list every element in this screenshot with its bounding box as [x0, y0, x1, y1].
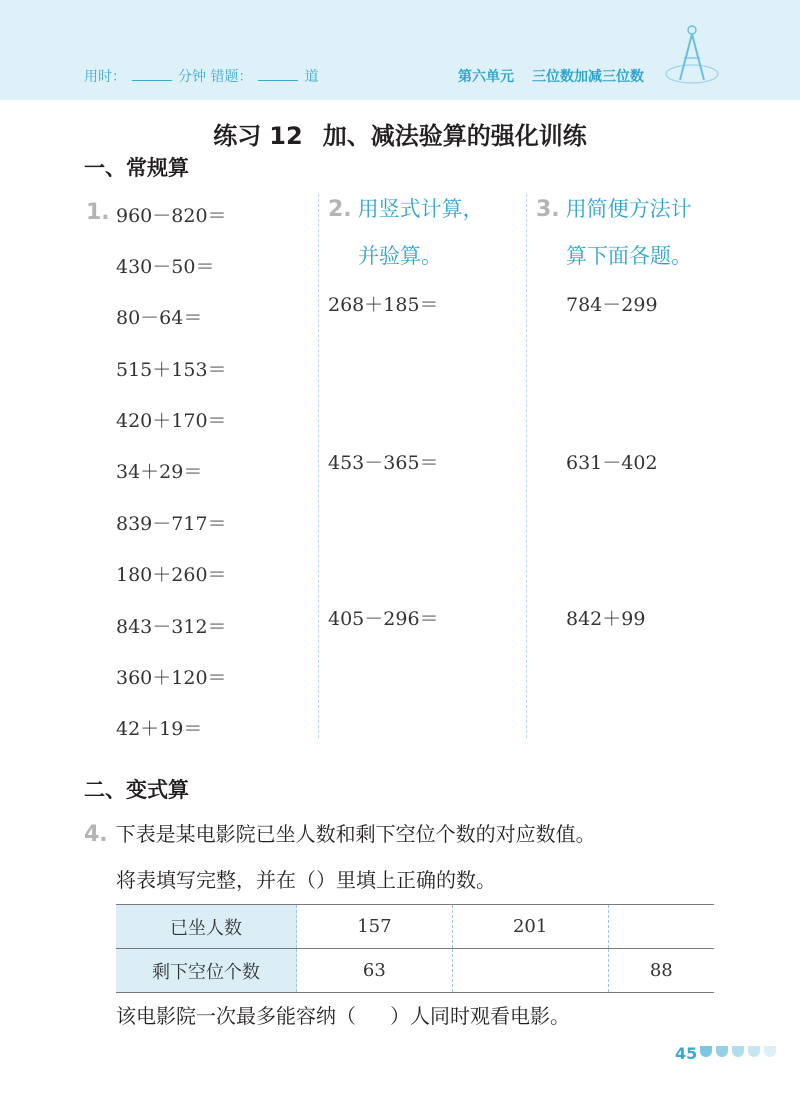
- calc-item: 42＋19＝: [116, 718, 203, 740]
- calc-item: 34＋29＝: [116, 461, 203, 483]
- question-2-instruction: [328, 186, 484, 279]
- calc-item: 180＋260＝: [116, 564, 227, 586]
- q4-line-2: [116, 864, 496, 893]
- unit-label: 第六单元: [458, 69, 514, 85]
- question-number-1: 1.: [86, 200, 110, 225]
- table-row-header: 剩下空位个数: [116, 949, 297, 993]
- calc-item: 80－64＝: [116, 307, 203, 329]
- items-label: 道: [304, 69, 319, 85]
- calc-item: 430－50＝: [116, 256, 215, 278]
- q4-text-2a: 将表填写完整，并在（: [116, 868, 316, 892]
- drop-icon: [764, 1046, 776, 1057]
- calc-item: 453－365＝: [328, 452, 439, 474]
- unit-topic: 三位数加减三位数: [532, 69, 644, 85]
- table-cell: 201: [452, 905, 608, 949]
- table-cell-blank[interactable]: [452, 949, 608, 993]
- title-text: 加、减法验算的强化训练: [322, 122, 587, 150]
- errors-blank[interactable]: [258, 68, 298, 81]
- calc-item: 268＋185＝: [328, 294, 439, 316]
- q4-text-1: 下表是某电影院已坐人数和剩下空位个数的对应数值。: [115, 822, 596, 846]
- drop-icon: [716, 1046, 728, 1057]
- calc-item: 960－820＝: [116, 205, 227, 227]
- section-heading-1: 一、常规算: [84, 156, 189, 180]
- q4-text-2b: ）里填上正确的数。: [316, 868, 496, 892]
- drop-icon: [748, 1046, 760, 1057]
- drop-icon: [700, 1046, 712, 1057]
- calc-item: 515＋153＝: [116, 359, 227, 381]
- q4-line-3: [116, 1000, 570, 1029]
- minutes-label: 分钟: [178, 69, 206, 85]
- question-number-2: 2.: [328, 197, 352, 222]
- unit-heading: [458, 66, 644, 86]
- calc-item: 842＋99: [566, 608, 646, 630]
- time-errors-record: [84, 66, 318, 86]
- compass-icon: [662, 22, 722, 88]
- q3-line1: 用简便方法计: [565, 197, 692, 221]
- table-row: [116, 949, 714, 993]
- table-cell: 88: [608, 949, 714, 993]
- time-label: 用时：: [84, 69, 126, 85]
- time-blank[interactable]: [132, 68, 172, 81]
- q2-line1: 用竖式计算，: [357, 197, 484, 221]
- column-divider-1: [318, 194, 319, 738]
- column-divider-2: [526, 194, 527, 738]
- q4-text-3a: 该电影院一次最多能容纳（: [116, 1004, 356, 1028]
- section-heading-2: 二、变式算: [84, 778, 189, 802]
- title-prefix: 练习: [213, 122, 262, 150]
- table-cell-blank[interactable]: [608, 905, 714, 949]
- calc-item: 420＋170＝: [116, 410, 227, 432]
- calc-item: 631－402: [566, 452, 658, 474]
- header-wave-divider: [0, 88, 800, 106]
- q4-text-3b: ）人同时观看电影。: [390, 1004, 570, 1028]
- calc-item: 839－717＝: [116, 513, 227, 535]
- q2-line2: 并验算。: [358, 244, 442, 268]
- q3-line2: 算下面各题。: [566, 244, 692, 268]
- title-number: 12: [269, 122, 303, 150]
- question-number-3: 3.: [536, 197, 560, 222]
- calc-item: 784－299: [566, 294, 658, 316]
- calc-item: 405－296＝: [328, 608, 439, 630]
- page-title: [0, 116, 800, 151]
- table-row: [116, 905, 714, 949]
- cinema-seat-table: [116, 904, 714, 993]
- question-number-4: 4.: [84, 822, 108, 847]
- calc-item: 360＋120＝: [116, 667, 227, 689]
- question-3-instruction: [536, 186, 692, 279]
- page-decoration: [700, 1046, 780, 1065]
- table-cell: 63: [297, 949, 453, 993]
- drop-icon: [732, 1046, 744, 1057]
- table-cell: 157: [297, 905, 453, 949]
- q4-line-1: [84, 818, 596, 847]
- calc-item: 843－312＝: [116, 616, 227, 638]
- errors-label: 错题：: [210, 69, 253, 85]
- table-row-header: 已坐人数: [116, 905, 297, 949]
- page-number: 45: [675, 1044, 698, 1063]
